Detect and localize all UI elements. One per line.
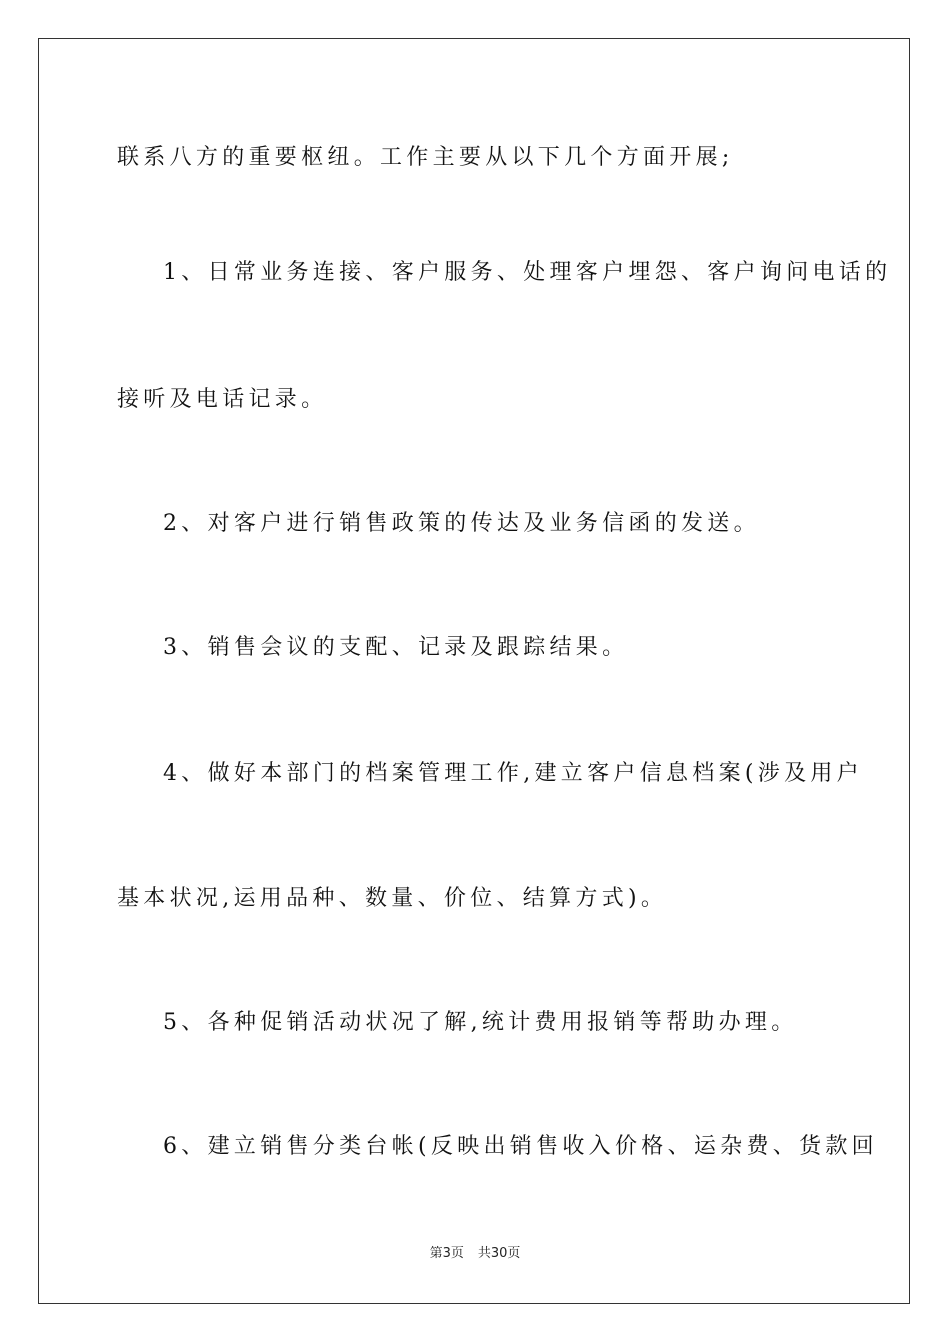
text-line-9: 6、建立销售分类台帐(反映出销售收入价格、运杂费、货款回: [163, 1134, 878, 1159]
text-line-2: 1、日常业务连接、客户服务、处理客户埋怨、客户询问电话的: [163, 260, 892, 285]
page-border: [38, 38, 910, 1304]
text-line-5: 3、销售会议的支配、记录及跟踪结果。: [163, 635, 629, 660]
text-line-6: 4、做好本部门的档案管理工作,建立客户信息档案(涉及用户: [163, 761, 863, 786]
text-line-3: 接听及电话记录。: [117, 387, 328, 412]
text-line-1: 联系八方的重要枢纽。工作主要从以下几个方面开展;: [117, 145, 734, 170]
page-number: 第3页: [429, 1246, 464, 1261]
text-line-4: 2、对客户进行销售政策的传达及业务信函的发送。: [163, 511, 760, 536]
text-line-7: 基本状况,运用品种、数量、价位、结算方式)。: [117, 886, 668, 911]
page-total: 共30页: [477, 1246, 521, 1261]
page-footer: [0, 1242, 950, 1261]
text-line-8: 5、各种促销活动状况了解,统计费用报销等帮助办理。: [163, 1010, 798, 1035]
